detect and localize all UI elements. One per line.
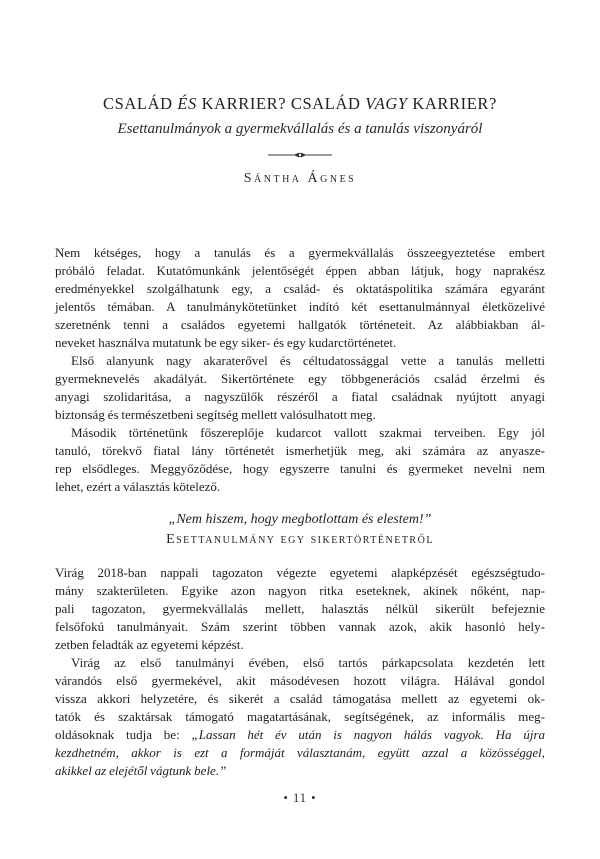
text-segment: Virág az első tanulmányi évében, első tartós párkapcsolata kezdetén lett [71,655,545,670]
text-segment: Nem kétséges, hogy a tanulás és a gyermekvállalás összeegyeztetése embert [55,245,545,260]
text-line [55,406,545,424]
text-line [55,370,545,388]
text-line [55,262,545,280]
text-segment: anyagi szolidaritása, a nagyszülők részéről a fiatal családnak nyújtott anyagi [55,389,545,404]
text-segment: tanuló, törekvő fiatal lány történetét ismerhetjük meg, aki számára az anyasze- [55,443,545,458]
text-segment: rep elsődleges. Meggyőződése, hogy egyszerre tanulni és gyermeket nevelni nem [55,461,545,476]
text-segment: jelentős témában. A tanulmánykötetünket indító két esettanulmánnyal életközelivé [55,299,545,314]
section-quote: „Nem hiszem, hogy megbotlottam és elestem!” [168,512,432,527]
chapter-header [0,0,600,187]
text-line [55,672,545,690]
text-segment: Virág 2018-ban nappali tagozaton végezte egyetemi alapképzését egészségtudo- [55,565,545,580]
text-line [55,708,545,726]
text-line [55,654,545,672]
text-segment: Első alanyunk nagy akaraterővel és céltudatossággal vette a tanulás melletti [71,353,545,368]
text-line [55,388,545,406]
text-line [55,316,545,334]
text-segment: eredményekkel szolgálhatunk egy, a család- és oktatáspolitika számára egyaránt [55,281,545,296]
author-name: Sántha Ágnes [243,171,357,186]
paragraph [55,654,545,780]
paragraph [55,352,545,424]
italic-text-segment: kezdhetném, akkor is ezt a formáját választanám, együtt azzal a közösséggel, [55,745,545,760]
text-line [55,744,545,762]
text-line [55,442,545,460]
page-number: • 11 • [283,791,317,805]
text-segment: biztonság és természetbeni segítség mellett valósulhatott meg. [55,407,376,422]
text-segment: vissza akkori helyzetére, és sikerét a család támogatása mellett az egyetemi ok- [55,691,545,706]
italic-text-segment: ÉS [177,94,197,113]
paragraph [55,564,545,654]
text-segment: neveket használva mutatunk be egy siker- és egy kudarctörténetet. [55,335,397,350]
text-line [55,564,545,582]
text-line [55,582,545,600]
text-line [55,460,545,478]
text-line [55,636,545,654]
text-segment: szeretnénk tenni a családos egyetemi hallgatók történeteit. Az alábbiakban ál- [55,317,545,332]
text-line [55,334,545,352]
text-segment: KARRIER? [407,94,497,113]
paragraph [55,244,545,352]
divider-ornament-icon [0,149,600,161]
paragraph [55,424,545,496]
text-line [55,280,545,298]
italic-text-segment: „Lassan hét év után is nagyon hálás vagyok. Ha újra [191,727,545,742]
text-segment: mány szakterületen. Egyike azon nagyon ritka eseteknek, akinek nőként, nap- [55,583,545,598]
italic-text-segment: akikkel az elejétől vágtunk bele.” [55,763,227,778]
text-line [55,726,545,744]
text-line [55,298,545,316]
text-line [55,424,545,442]
text-segment: gyermeknevelés akadályát. Sikertörténete egy többgenerációs család érzelmi és [55,371,545,386]
text-segment: Második történetünk főszereplője kudarcot vallott szakmai terveiben. Egy jól [71,425,545,440]
page-subtitle: Esettanulmányok a gyermekvállalás és a tanulás viszonyáról [117,121,483,137]
text-line [55,352,545,370]
section-heading [55,510,545,550]
text-line [55,244,545,262]
text-segment: tatók és szaktársak támogató magatartásának, segítségének, az informális meg- [55,709,545,724]
page-title [0,94,600,114]
text-segment: próbáló feladat. Kutatómunkánk jelentőségét éppen abban látjuk, hogy naprakész [55,263,545,278]
case-paragraphs [55,564,545,780]
text-segment: lehet, ezért a választás kötelező. [55,479,221,494]
text-segment: pali tagozaton, gyermekvállalás mellett, halasztás nélkül sikerült befejeznie [55,601,545,616]
text-segment: KARRIER? CSALÁD [196,94,366,113]
italic-text-segment: VAGY [365,94,408,113]
text-line [55,600,545,618]
text-segment: zetben feladták az egyetemi képzést. [55,637,244,652]
text-line [55,762,545,780]
text-segment: CSALÁD [103,94,178,113]
text-segment: várandós első gyermekével, akit másodévesen hozott világra. Hálával gondol [55,673,545,688]
text-segment: felsőfokú tanulmányait. Szám szerint többen vannak azok, akik hasonló hely- [55,619,545,634]
intro-paragraphs [55,244,545,496]
section-label: Esettanulmány egy sikertörténetről [166,532,434,547]
text-line [55,690,545,708]
text-line [55,618,545,636]
text-line [55,478,545,496]
text-segment: oldásoknak tudja be: [55,727,192,742]
